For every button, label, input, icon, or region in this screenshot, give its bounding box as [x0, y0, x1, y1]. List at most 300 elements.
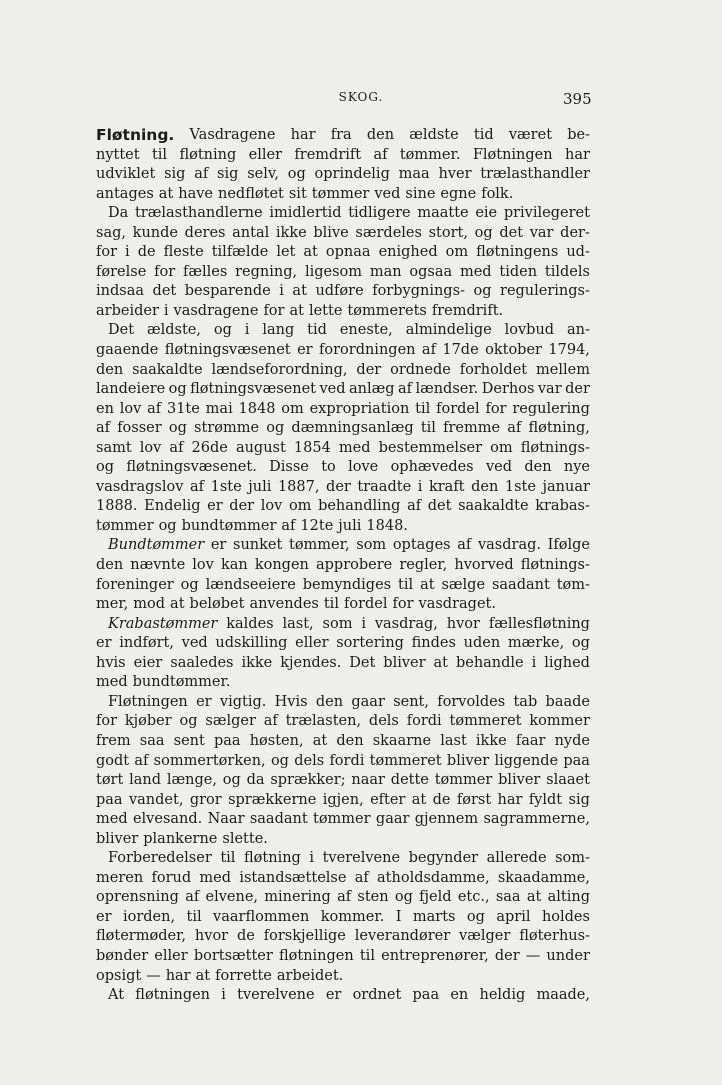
- word: sunket: [233, 537, 283, 554]
- word: vaarflommen: [213, 908, 310, 925]
- word: besparende: [184, 283, 271, 300]
- word: sælger: [205, 713, 256, 730]
- word: tab: [513, 693, 538, 710]
- word: fjeld: [419, 889, 452, 906]
- word: vandet,: [128, 791, 184, 808]
- word: og: [474, 224, 493, 241]
- word: og: [270, 752, 289, 769]
- word: tverelvene: [237, 987, 315, 1004]
- word: fløtermøder,: [96, 928, 187, 945]
- word: med: [199, 869, 232, 886]
- word: ved: [319, 381, 346, 398]
- word: der: [565, 381, 590, 398]
- word: tid: [307, 322, 327, 339]
- word: regler,: [399, 557, 448, 574]
- word: ældste: [409, 127, 459, 143]
- word: minering: [264, 889, 331, 906]
- word: allerede: [486, 850, 547, 867]
- word: af: [194, 166, 209, 183]
- word: af: [457, 537, 472, 554]
- word: bliver: [383, 654, 426, 671]
- word: ligesom: [304, 263, 362, 280]
- word: fløtning: [179, 146, 237, 163]
- word: opsigt: [96, 967, 142, 984]
- word: man: [369, 263, 402, 280]
- word: fløtningsvæsenet.: [126, 459, 257, 476]
- word: de: [432, 791, 451, 808]
- word: de: [237, 928, 255, 945]
- word: hver: [438, 166, 472, 183]
- word: til: [186, 908, 202, 925]
- word: tøm-: [556, 576, 590, 593]
- word: der: [494, 947, 520, 964]
- word: expropriation: [309, 400, 410, 417]
- word: ældste,: [146, 322, 201, 339]
- word: Hvis: [274, 693, 308, 710]
- word: og: [473, 283, 492, 300]
- word: gaar: [351, 693, 385, 710]
- word: selv,: [247, 166, 279, 183]
- word: nyttet: [96, 146, 140, 163]
- word: findes: [411, 635, 456, 652]
- word: blive: [313, 224, 349, 241]
- word: fløtnings-: [520, 439, 590, 456]
- word: lov: [119, 400, 142, 417]
- word: saakaldte: [458, 498, 529, 515]
- word: det: [152, 283, 177, 300]
- text-line: [96, 752, 590, 772]
- word: oprensning: [96, 889, 179, 906]
- word: fordel: [436, 400, 480, 417]
- text-line: [96, 849, 590, 869]
- word: ikke: [275, 224, 307, 241]
- word: elvene,: [205, 889, 259, 906]
- word: til: [151, 146, 168, 163]
- word: tidligere: [348, 205, 411, 222]
- word: mod: [133, 596, 166, 613]
- word: forrette: [215, 967, 272, 984]
- word: om: [281, 400, 304, 417]
- word: og: [158, 517, 177, 534]
- word: at: [292, 283, 307, 300]
- word: saadant: [249, 811, 308, 828]
- word: fløtning: [244, 850, 301, 867]
- word: ikke: [475, 732, 507, 749]
- text-line: [96, 302, 590, 322]
- word: og: [287, 166, 306, 183]
- word: fløtningen: [278, 947, 354, 964]
- word: at: [433, 654, 448, 671]
- word: heldig: [479, 987, 526, 1004]
- word: be-: [567, 127, 590, 143]
- word: og: [168, 381, 187, 398]
- italic-term: Bundtømmer: [108, 537, 205, 554]
- word: tømmeret: [369, 752, 442, 769]
- word: var: [529, 224, 554, 241]
- word: entreprenører,: [381, 947, 489, 964]
- word: eie: [475, 205, 498, 222]
- word: lang: [262, 322, 295, 339]
- word: arbeidet.: [276, 967, 344, 984]
- word: deres: [184, 224, 226, 241]
- word: dels: [294, 752, 325, 769]
- word: tømmer.: [399, 146, 461, 163]
- word: regulerings-: [500, 283, 590, 300]
- word: vasdragene: [173, 302, 259, 319]
- word: behandling: [318, 498, 401, 515]
- word: meren: [96, 869, 144, 886]
- word: dels: [368, 713, 399, 730]
- word: fløtningens: [476, 244, 559, 261]
- word: faar: [515, 732, 546, 749]
- word: hvorved: [454, 557, 514, 574]
- word: tømmer: [311, 185, 370, 202]
- word: særdeles: [355, 224, 422, 241]
- word: Fløtningen: [108, 693, 188, 710]
- word: dæmningsanlæg: [291, 420, 414, 437]
- word: af: [96, 420, 111, 437]
- word: nævnte: [130, 557, 186, 574]
- word: approbere: [315, 557, 393, 574]
- word: tiden: [499, 263, 538, 280]
- word: til: [323, 596, 339, 613]
- page-number: 395: [563, 90, 592, 108]
- word: lov: [139, 439, 162, 456]
- word: og: [179, 713, 198, 730]
- text-line: [96, 888, 590, 908]
- word: den: [336, 732, 364, 749]
- body-text: [96, 126, 590, 1006]
- word: beløbet: [189, 596, 245, 613]
- word: det: [499, 224, 524, 241]
- word: an-: [566, 322, 590, 339]
- word: for: [96, 713, 118, 730]
- word: igjen,: [322, 791, 364, 808]
- word: fløtningsvæsenet: [164, 342, 291, 359]
- word: er: [325, 987, 342, 1004]
- word: sent: [173, 732, 205, 749]
- word: sagrammerne,: [483, 811, 590, 828]
- word: som: [322, 615, 353, 632]
- word: Disse: [269, 459, 309, 476]
- word: gaar: [375, 811, 410, 828]
- word: At: [108, 987, 125, 1004]
- word: lighed: [544, 654, 590, 671]
- word: tid: [473, 127, 494, 143]
- word: —: [146, 967, 161, 984]
- word: optages: [392, 537, 451, 554]
- word: tømmeret: [449, 713, 522, 730]
- word: last,: [282, 615, 314, 632]
- word: for: [96, 244, 118, 261]
- word: i: [244, 322, 250, 339]
- text-line: [96, 380, 590, 400]
- word: egne: [440, 185, 477, 202]
- word: saakaldte: [132, 361, 203, 378]
- word: med: [459, 263, 492, 280]
- word: begynder: [408, 850, 479, 867]
- word: at: [312, 732, 328, 749]
- word: at: [170, 596, 185, 613]
- word: at: [158, 185, 174, 202]
- word: eller: [295, 635, 329, 652]
- word: kjøber: [124, 713, 172, 730]
- word: paa: [412, 987, 440, 1004]
- word: fremdrift.: [431, 302, 504, 319]
- word: med: [338, 439, 371, 456]
- text-line: [96, 517, 590, 537]
- word: sprækkerne: [228, 791, 317, 808]
- text-line: [96, 263, 590, 283]
- word: i: [417, 478, 423, 495]
- text-line: [96, 869, 590, 889]
- word: trælasthandler: [480, 166, 590, 183]
- word: længe,: [166, 772, 217, 789]
- word: kommer.: [320, 908, 385, 925]
- word: har: [497, 791, 523, 808]
- word: vasdraget.: [418, 596, 496, 613]
- word: saaledes: [170, 654, 234, 671]
- word: under: [546, 947, 590, 964]
- word: bestemmelser: [378, 439, 483, 456]
- word: 1848.: [366, 517, 408, 534]
- word: love: [348, 459, 379, 476]
- text-line: [96, 654, 590, 674]
- word: sine: [405, 185, 436, 202]
- word: ved: [374, 185, 401, 202]
- word: indført,: [119, 635, 174, 652]
- word: august: [235, 439, 286, 456]
- word: udføre: [315, 283, 364, 300]
- text-line: [96, 908, 590, 928]
- word: er: [196, 693, 212, 710]
- word: Endelig: [144, 498, 201, 515]
- word: førelse: [96, 263, 147, 280]
- word: folk.: [481, 185, 514, 202]
- word: der: [229, 498, 255, 515]
- word: fælles: [182, 263, 228, 280]
- word: mellem: [536, 361, 590, 378]
- text-line: [96, 810, 590, 830]
- word: lændseeiere: [205, 576, 296, 593]
- word: af: [185, 889, 200, 906]
- word: den: [315, 693, 344, 710]
- word: bliver: [498, 772, 541, 789]
- text-line: [96, 224, 590, 244]
- word: tverelvene: [322, 850, 401, 867]
- word: der: [356, 361, 382, 378]
- word: Det: [108, 322, 135, 339]
- text-line: [96, 478, 590, 498]
- text-line: [96, 536, 590, 556]
- word: plankerne: [143, 830, 218, 847]
- word: i: [163, 302, 169, 319]
- word: vasdrag,: [374, 615, 438, 632]
- word: lette: [308, 302, 343, 319]
- word: udskilling: [215, 635, 288, 652]
- word: dette: [390, 772, 429, 789]
- word: leverandører: [354, 928, 451, 945]
- text-line: [96, 771, 590, 791]
- word: er: [207, 498, 223, 515]
- word: naar: [351, 772, 385, 789]
- word: i: [221, 987, 226, 1004]
- word: der: [326, 478, 351, 495]
- word: —: [525, 947, 541, 964]
- text-line: [96, 967, 590, 987]
- word: sag,: [96, 224, 126, 241]
- word: 31te: [166, 400, 200, 417]
- word: mer,: [96, 596, 129, 613]
- word: skaadamme,: [497, 869, 590, 886]
- word: efter: [370, 791, 406, 808]
- word: af: [134, 752, 149, 769]
- word: privilegeret: [503, 205, 590, 222]
- word: traadte: [357, 478, 412, 495]
- word: mai: [205, 400, 233, 417]
- word: fællesfløtning: [488, 615, 590, 632]
- word: krabas-: [535, 498, 590, 515]
- word: fordi: [406, 713, 442, 730]
- word: trælasthandlerne: [134, 205, 263, 222]
- word: 1888.: [96, 498, 138, 515]
- word: gror: [189, 791, 222, 808]
- word: tømmerets: [347, 302, 427, 319]
- word: trælasten,: [285, 713, 362, 730]
- word: januar: [542, 478, 590, 495]
- word: af: [169, 439, 184, 456]
- word: stort,: [428, 224, 468, 241]
- word: nye: [563, 459, 590, 476]
- word: af: [263, 713, 278, 730]
- word: saadant: [491, 576, 550, 593]
- word: lov: [192, 557, 214, 574]
- word: oprindelig: [314, 166, 390, 183]
- word: fosser: [117, 420, 162, 437]
- word: elvesand.: [132, 811, 203, 828]
- text-line: [96, 361, 590, 381]
- word: fordi: [329, 752, 365, 769]
- word: fyldt: [528, 791, 563, 808]
- word: sig: [217, 166, 239, 183]
- word: anlæg: [348, 381, 395, 398]
- word: sælge: [441, 576, 486, 593]
- word: 1794,: [548, 342, 590, 359]
- word: forholdet: [459, 361, 528, 378]
- word: for: [263, 302, 285, 319]
- word: kjendes.: [280, 654, 342, 671]
- word: og: [213, 322, 232, 339]
- text-line: [96, 439, 590, 459]
- word: og: [222, 772, 241, 789]
- word: maa: [398, 166, 430, 183]
- word: fløtningen: [135, 987, 211, 1004]
- word: land: [129, 772, 162, 789]
- word: mærke,: [507, 635, 565, 652]
- word: have: [178, 185, 214, 202]
- word: gjennem: [414, 811, 479, 828]
- word: af: [397, 381, 412, 398]
- word: at: [411, 791, 427, 808]
- word: 1ste: [210, 478, 242, 495]
- word: sent,: [393, 693, 429, 710]
- word: etc.,: [457, 889, 490, 906]
- word: kunde: [132, 224, 178, 241]
- word: marts: [412, 908, 456, 925]
- word: ud-: [566, 244, 590, 261]
- word: det: [427, 498, 452, 515]
- word: sprækker;: [270, 772, 346, 789]
- word: Vasdragene: [189, 127, 276, 143]
- word: Fløtningen: [472, 146, 553, 163]
- text-line: [96, 576, 590, 596]
- word: anvendes: [249, 596, 319, 613]
- word: at: [526, 889, 542, 906]
- word: indsaa: [96, 283, 144, 300]
- word: saa: [139, 732, 165, 749]
- text-line: [96, 282, 590, 302]
- word: sig: [164, 166, 186, 183]
- word: bundtømmer: [181, 517, 277, 534]
- word: Naar: [207, 811, 245, 828]
- word: to: [321, 459, 336, 476]
- word: maade,: [536, 987, 590, 1004]
- word: forud: [151, 869, 192, 886]
- word: uden: [463, 635, 501, 652]
- word: paa: [563, 752, 590, 769]
- word: 12te: [300, 517, 334, 534]
- word: Ifølge: [547, 537, 590, 554]
- word: forvoldes: [437, 693, 506, 710]
- word: af: [421, 342, 436, 359]
- word: antages: [96, 185, 154, 202]
- text-line: [96, 791, 590, 811]
- word: vasdragslov: [96, 478, 184, 495]
- word: og: [266, 420, 285, 437]
- page-header: [0, 90, 722, 110]
- word: ordnede: [390, 361, 451, 378]
- word: sig: [568, 791, 590, 808]
- word: en: [96, 400, 114, 417]
- word: og: [394, 889, 413, 906]
- word: bliver: [96, 830, 139, 847]
- word: vælger: [459, 928, 511, 945]
- word: iorden,: [122, 908, 176, 925]
- word: regning,: [235, 263, 298, 280]
- word: maatte: [417, 205, 469, 222]
- word: er: [297, 342, 313, 359]
- word: med: [96, 811, 128, 828]
- word: eier: [133, 654, 163, 671]
- word: juli: [338, 517, 362, 534]
- word: vigtig.: [219, 693, 267, 710]
- word: er: [96, 635, 112, 652]
- word: 17de: [442, 342, 479, 359]
- word: sit: [288, 185, 307, 202]
- word: da: [246, 772, 265, 789]
- word: har: [564, 146, 590, 163]
- word: ved: [181, 635, 208, 652]
- word: fløterhus-: [519, 928, 590, 945]
- word: var: [537, 381, 562, 398]
- text-line: [96, 126, 590, 146]
- word: i: [361, 615, 366, 632]
- word: den: [524, 459, 552, 476]
- word: kraft: [428, 478, 465, 495]
- text-line: [96, 243, 590, 263]
- word: holdes: [541, 908, 590, 925]
- word: imidlertid: [269, 205, 342, 222]
